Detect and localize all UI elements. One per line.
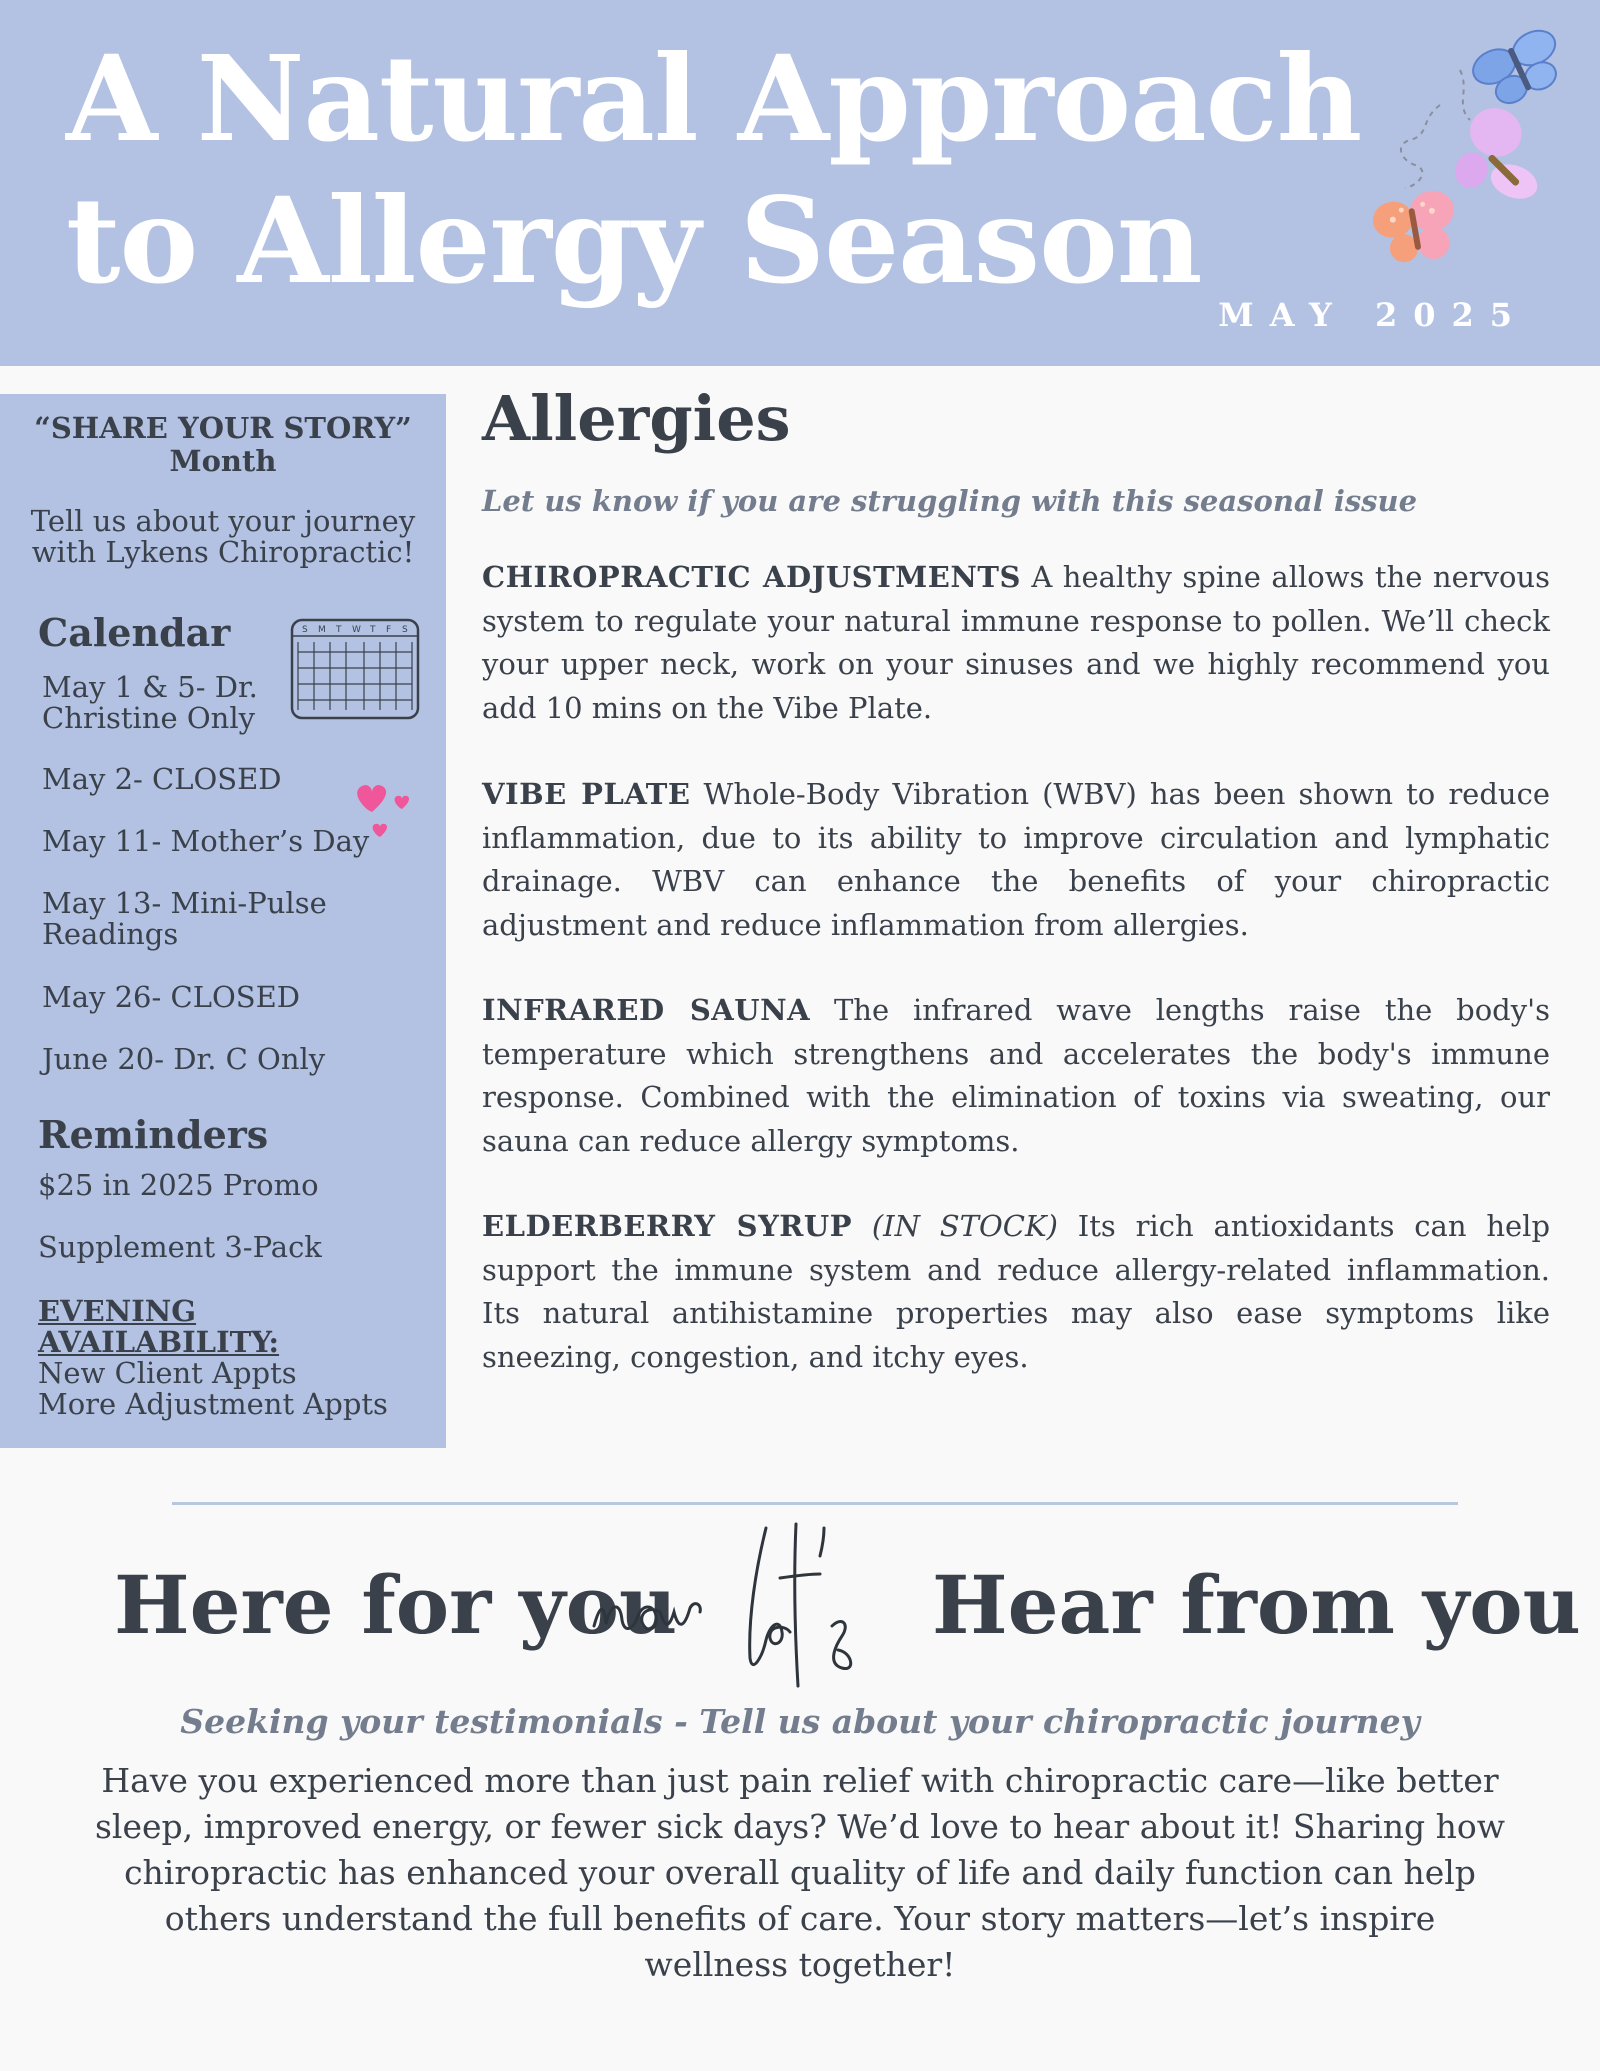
weekday-label: S [402,625,408,635]
treatment-heading: INFRARED SAUNA [482,993,811,1027]
event-line: May 13- Mini-Pulse [42,886,327,920]
section-subtitle: Let us know if you are struggling with this seasonal issue [482,484,1418,518]
calendar-heading: Calendar [38,610,231,655]
header-banner [0,0,1600,366]
title-line-2: to Allergy Season [66,171,1202,310]
event-line: Christine Only [42,701,255,735]
section-title: Allergies [482,382,791,455]
treatment-text: A healthy spine allows the nervous system to regulate your natural immune response to pollen. We’ll check your upper neck, work on your sinuses and we highly recommend you add 10 mins on the Vibe Plate. [482,560,1550,725]
reminder-item: Supplement 3-Pack [38,1230,322,1264]
testimonial-headline [0,1508,1600,1698]
sidebar-panel [0,394,446,1448]
calendar-event: June 20- Dr. C Only [42,1042,326,1076]
reminder-item: $25 in 2025 Promo [38,1168,319,1202]
calendar-icon [288,616,422,722]
treatment-paragraph [482,773,1550,947]
treatment-paragraph [482,989,1550,1163]
script-lettering-icon [580,1508,920,1698]
weekday-label: T [370,625,376,635]
evening-item: New Client Appts [38,1356,297,1390]
title-line-1: A Natural Approach [66,29,1362,168]
treatment-text: Whole-Body Vibration (WBV) has been shown to reduce inflammation, due to its ability to improve circulation and lymphatic drainage. WBV can enhance the benefits of your chiropractic adjustment and reduce inflammation from allergies. [482,777,1550,942]
treatment-paragraph [482,1205,1550,1379]
share-story-title [0,412,446,478]
share-title-line-1: “SHARE YOUR STORY” [34,411,412,445]
weekday-label: F [386,625,392,635]
weekday-label: M [318,625,326,635]
calendar-event [42,888,327,950]
share-title-line-2: Month [169,444,277,478]
weekday-label: S [302,625,308,635]
share-story-text [0,506,446,568]
hearts-icon [356,778,416,848]
section-divider [172,1502,1458,1505]
weekday-label: T [336,625,342,635]
event-line: Readings [42,917,179,951]
testimonial-subtitle: Seeking your testimonials - Tell us about your chiropractic journey [180,1702,1420,1741]
share-text-line-2: with Lykens Chiropractic! [31,535,415,569]
reminders-heading: Reminders [38,1112,269,1157]
treatment-text: Its rich antioxidants can help support the immune system and reduce allergy-related inflammation. Its natural antihistamine properties may also ease symptoms like sneezing, congestion, and itchy eyes. [482,1209,1551,1374]
calendar-event: May 26- CLOSED [42,980,301,1014]
share-text-line-1: Tell us about your journey [30,504,416,538]
treatment-heading: VIBE PLATE [482,777,691,811]
headline-right: Hear from you [932,1558,1581,1652]
event-line: May 1 & 5- Dr. [42,670,258,704]
stock-note: (IN STOCK) [852,1209,1058,1243]
headline-left: Here for you [114,1558,678,1652]
calendar-event [42,672,258,734]
newsletter-title [66,28,1361,312]
weekday-label: W [352,625,361,635]
evening-item: More Adjustment Appts [38,1387,388,1421]
testimonial-body: Have you experienced more than just pain relief with chiropractic care—like better sleep, improved energy, or fewer sick days? We’d love to hear about it! Sharing how chiropractic has enhanced your overall quality of life and daily function can help others understand the full benefits of care. Your story matters—let’s inspire wellness together! [94,1761,1506,1984]
issue-date: MAY 2025 [1218,296,1528,334]
treatment-paragraph [482,556,1550,730]
treatment-heading: CHIROPRACTIC ADJUSTMENTS [482,560,1021,594]
calendar-event: May 2- CLOSED [42,762,282,796]
treatment-heading: ELDERBERRY SYRUP [482,1209,853,1243]
butterflies-icon [1360,10,1600,290]
calendar-event: May 11- Mother’s Day [42,824,370,858]
treatment-text: The infrared wave lengths raise the body's temperature which strengthens and accelerates the body's immune response. Combined with the elimination of toxins via sweating, our sauna can reduce allergy symptoms. [482,993,1550,1158]
evening-availability [38,1296,446,1420]
evening-heading: EVENING AVAILABILITY: [38,1294,280,1359]
